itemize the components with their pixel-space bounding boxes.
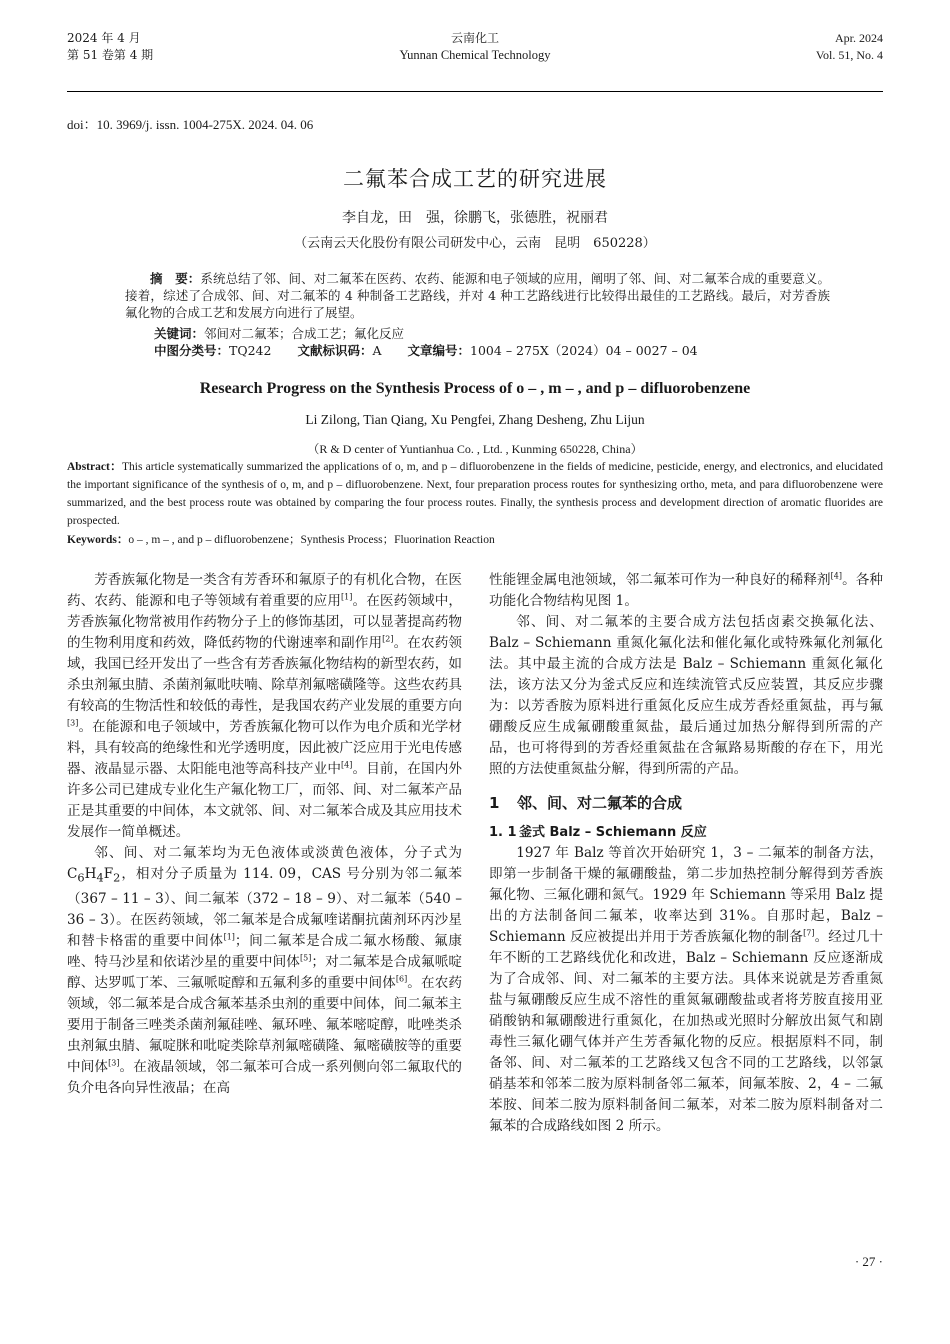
keywords-cn-text: 邻间对二氟苯；合成工艺；氟化反应 — [204, 326, 405, 341]
subsection-heading — [489, 822, 883, 843]
citation[interactable]: [1] — [223, 932, 235, 942]
citation[interactable]: [5] — [300, 953, 312, 963]
citation[interactable]: [3] — [67, 718, 79, 728]
body-paragraph: 芳香族氟化物是一类含有芳香环和氟原子的有机化合物，在医药、农药、能源和电子等领域有着重要的应用[1]。在医药领域中，芳香族氟化物常被用作药物分子上的修饰基团，可以显著提高药物的生物利用度和药效，降低药物的代谢速率和副作用[2]。在农药领域，我国已经开发出了一些含有芳香族氟化物结构的新型农药，如杀虫剂氟虫腈、杀菌剂氟吡呋喃、除草剂氟嘧磺隆等。这些农药具有较高的生物活性和较低的毒性，是我国农药产业发展的重要方向[3]。在能源和电子领域中，芳香族氟化物可以作为电介质和光学材料，具有较高的绝缘性和光学透明度，因此被广泛应用于光电传感器、液晶显示器、太阳能电池等高科技产业中[4]。目前，在国内外许多公司已建成专业化生产氟化物工厂，而邻、间、对二氟苯产品正是其重要的中间体，本文就邻、间、对二氟苯合成及其应用技术发展作一简单概述。 — [67, 572, 463, 840]
abstract-en-text: This article systematically summarized the applications of o, m, and p – difluorobenzene in the fields of medicine, pesticide, energy, and electronics, and elucidated the important significance of the synthesis of o, m, and p – difluorobenzene. Next, four preparation process routes for synthesizing ortho, meta, and para difluorobenzene were summarized, and the best process route was obtained by comparing the four process routes. Finally, the synthesis process and development direction of aromatic fluorides are prospected. — [67, 461, 884, 527]
keywords-en-label: Keywords： — [67, 534, 129, 546]
body-paragraph: 1927 年 Balz 等首次开始研究 1，3 – 二氟苯的制备方法，即第一步制备干燥的氟硼酸盐，第二步加热控制分解得到芳香族氟化物、三氟化硼和氮气。1929 年 Schiemann 等采用 Balz 提出的方法制备间二氟苯，收率达到 31%。自那时起，Balz – Schiemann 反应被提出并用于芳香族氟化物的制备[7]。经过几十年不断的工艺路线优化和改进，Balz – Schiemann 反应逐渐成为了合成邻、间、对二氟苯的主要方法。具体来说就是芳香重氮盐与氟硼酸反应生成不溶性的重氮氟硼酸盐或者将芳胺直接用亚硝酸钠和氟硼酸进行重氮化，在加热或光照时分解放出氮气和剧毒性三氟化硼气体并产生芳香氟化物的反应。根据原料不同，制备邻、间、对二氟苯的工艺路线又包含不同的工艺路线，以邻氯硝基苯和邻苯二胺为原料制备邻二氟苯，间氟苯胺、2，4 – 二氟苯胺、间苯二胺为原料制备间二氟苯，对苯二胺为原料制备对二氟苯的合成路线如图 2 所示。 — [489, 845, 884, 1134]
header-date-cn: 2024 年 4 月 — [67, 31, 141, 45]
header-center — [67, 30, 883, 64]
affiliation-en: （R & D center of Yuntianhua Co. , Ltd. , Kunming 650228, China） — [307, 442, 643, 456]
abstract-en-label: Abstract： — [67, 461, 122, 473]
citation[interactable]: [6] — [395, 974, 408, 984]
cls-label: 中图分类号： — [154, 343, 230, 358]
subsection-number: 1. 1 — [489, 825, 517, 840]
header-date-en: Apr. 2024 — [835, 31, 883, 45]
citation[interactable]: [2] — [382, 634, 394, 644]
citation[interactable]: [4] — [830, 571, 842, 581]
authors-cn: 李自龙，田 强，徐鹏飞，张德胜，祝丽君 — [342, 210, 608, 226]
keywords-en-text: o – , m – , and p – difluorobenzene；Synthesis Process；Fluorination Reaction — [128, 534, 495, 546]
abstract-cn-label: 摘 要： — [150, 271, 201, 286]
keywords-cn — [154, 325, 404, 342]
authors-en: Li Zilong, Tian Qiang, Xu Pengfei, Zhang Desheng, Zhu Lijun — [305, 412, 645, 427]
abstract-en — [67, 458, 883, 530]
classification-cn — [154, 342, 834, 359]
citation[interactable]: [1] — [341, 592, 353, 602]
section-heading — [489, 792, 883, 814]
body-column-right — [489, 570, 883, 1137]
article-no-value: 1004 – 275X（2024）04 – 0027 – 04 — [470, 343, 698, 358]
header-right — [816, 30, 883, 64]
abstract-cn — [125, 270, 830, 321]
affiliation-cn: （云南云天化股份有限公司研发中心，云南 昆明 650228） — [294, 236, 656, 251]
citation[interactable]: [3] — [108, 1058, 120, 1068]
paper-title-cn: 二氟苯合成工艺的研究进展 — [343, 167, 607, 191]
body-paragraph: 性能锂金属电池领域，邻二氟苯可作为一种良好的稀释剂[4]。各种功能化合物结构见图 1。 — [489, 571, 883, 609]
doc-code-value: A — [372, 343, 382, 358]
keywords-en — [67, 531, 883, 549]
page-number: · 27 · — [854, 1254, 883, 1269]
journal-name-cn: 云南化工 — [450, 31, 499, 45]
keywords-cn-label: 关键词： — [154, 326, 205, 341]
citation[interactable]: [4] — [341, 760, 353, 770]
running-header — [67, 30, 883, 92]
header-volume-cn: 第 51 卷第 4 期 — [67, 48, 154, 62]
subsection-title: 釜式 Balz – Schiemann 反应 — [519, 825, 707, 840]
paper-title-en: Research Progress on the Synthesis Process of o – , m – , and p – difluorobenzene — [199, 380, 751, 397]
body-column-left — [67, 570, 462, 1099]
cls-value: TQ242 — [229, 343, 272, 358]
section-title: 邻、间、对二氟苯的合成 — [517, 794, 683, 812]
section-number: 1 — [489, 794, 500, 812]
abstract-cn-text: 系统总结了邻、间、对二氟苯在医药、农药、能源和电子领域的应用，阐明了邻、间、对二氟苯合成的重要意义。接着，综述了合成邻、间、对二氟苯的 4 种制备工艺路线，并对 4 种工艺路线进行比较得出最佳的工艺路线。最后，对芳香族氟化物的合成工艺和发展方向进行了展望。 — [125, 271, 830, 320]
body-paragraph: 邻、间、对二氟苯的主要合成方法包括卤素交换氟化法、Balz – Schiemann 重氮化氟化法和催化氟化或特殊氟化剂氟化法。其中最主流的合成方法是 Balz – Schiemann 重氮化氟化法，该方法又分为釜式反应和连续流管式反应装置，其反应步骤为：以芳香胺为原料进行重氮化反应生成芳香烃重氮盐，再与氟硼酸反应生成氟硼酸重氮盐，最后通过加热分解得到所需的产品，也可将得到的芳香烃重氮盐在含氟路易斯酸的存在下，用光照的方法使重氮盐分解，得到所需的产品。 — [489, 614, 883, 777]
article-no-label: 文章编号： — [407, 343, 471, 358]
doi[interactable]: doi：10. 3969/j. issn. 1004-275X. 2024. 04. 06 — [67, 117, 314, 132]
citation[interactable]: [7] — [803, 928, 815, 938]
journal-name-en: Yunnan Chemical Technology — [399, 48, 551, 62]
body-paragraph: 邻、间、对二氟苯均为无色液体或淡黄色液体，分子式为 $C_6H_4F_2$，相对分子质量为 114. 09，CAS 号分别为邻二氟苯（367 – 11 – 3）、间二氟苯（372 – 18 – 9）、对二氟苯（540 – 36 – 3）。在医药领域，邻二氟苯是合成氟喹诺酮抗菌剂环丙沙星和替卡格雷的重要中间体[1]；间二氟苯是合成二氟水杨酸、氟康唑、特马沙星和依诺沙星的重要中间体[5]；对二氟苯是合成氟哌啶醇、达罗呱丁苯、三氟哌啶醇和五氟利多的重要中间体[6]。在农药领域，邻二氟苯是合成含氟苯基杀虫剂的重要中间体，间二氟苯主要用于制备三唑类杀菌剂氟硅唑、氟环唑、氟苯嘧啶醇，吡唑类杀虫剂氟虫腈、氟啶脒和吡啶类除草剂氟嘧磺隆、氟嘧磺胺等的重要中间体[3]。在液晶领域，邻二氟苯可合成一系列侧向邻二氟取代的负介电各向异性液晶；在高 — [67, 845, 463, 1096]
doc-code-label: 文献标识码： — [297, 343, 373, 358]
header-volume-en: Vol. 51, No. 4 — [815, 48, 883, 62]
